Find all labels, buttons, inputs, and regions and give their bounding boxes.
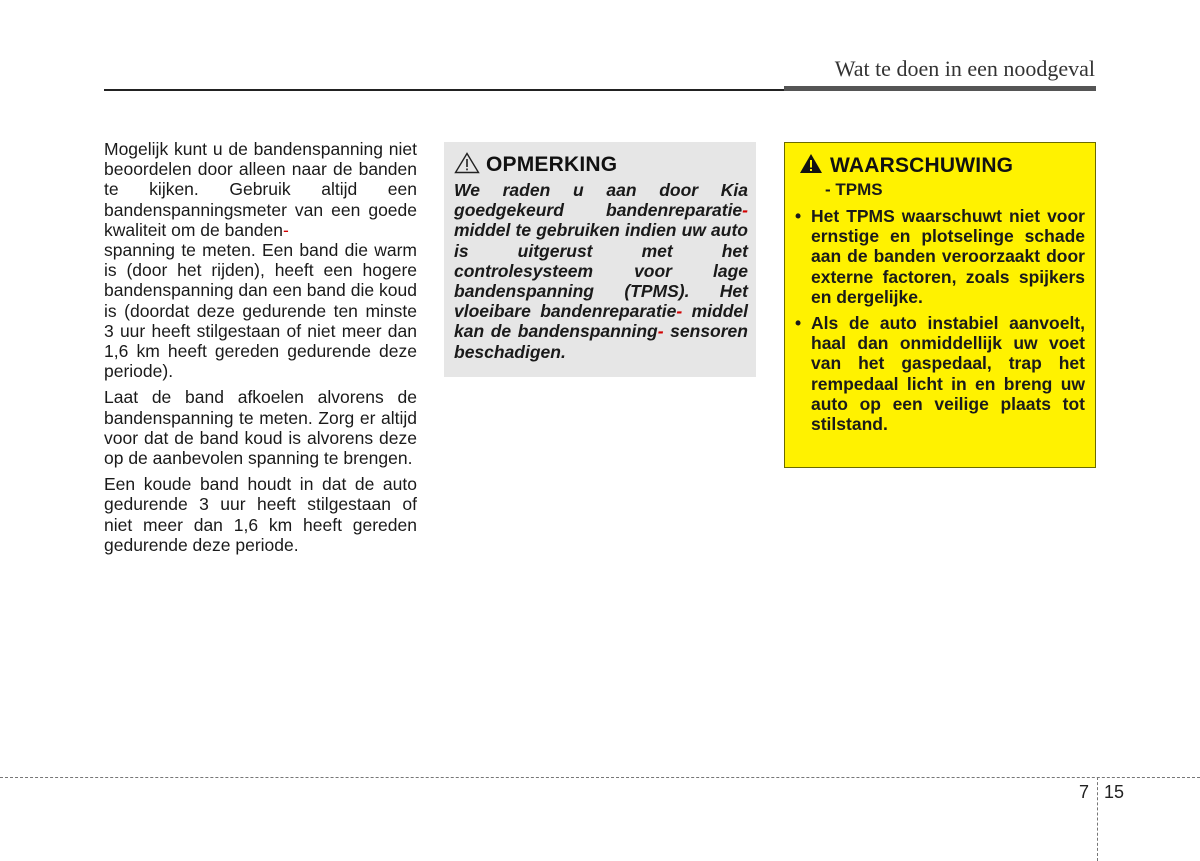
body-paragraph-3: Een koude band houdt in dat de auto gedurende 3 uur heeft stilgestaan of niet meer dan 1,6 km heeft gereden gedurende deze periode. xyxy=(104,474,417,555)
body-paragraph-2: Laat de band afkoelen alvorens de bandenspanning te meten. Zorg er altijd voor dat de band koud is alvorens deze op de aanbevolen spanning te brengen. xyxy=(104,387,417,469)
footer-dashed-rule xyxy=(0,777,1200,778)
warning-subtitle: - TPMS xyxy=(825,180,883,199)
note-box xyxy=(444,142,756,377)
warning-triangle-icon xyxy=(799,153,830,179)
header-rule-thick xyxy=(784,86,1096,91)
section-header-title: Wat te doen in een noodgeval xyxy=(834,56,1095,81)
note-text: We raden u aan door Kia goedgekeurd bandenreparatie- middel te gebruiken indien uw auto is uitgerust met het controlesysteem voor lage bandenspanning (TPMS). Het vloeibare bandenreparatie- middel kan de bandenspanning- sensoren beschadigen. xyxy=(454,180,748,362)
warning-item: • Het TPMS waarschuwt niet voor ernstige en plotselinge schade aan de banden veroorzaakt door externe factoren, zoals spijkers en dergelijke. xyxy=(795,206,1085,307)
header-rule-thin xyxy=(104,89,784,91)
footer-dashed-divider xyxy=(1097,777,1098,861)
note-header xyxy=(454,152,748,178)
note-title: OPMERKING xyxy=(486,153,618,176)
warning-item: • Als de auto instabiel aanvoelt, haal dan onmiddellijk uw voet van het gaspedaal, trap het rempedaal licht in en breng uw auto op een veilige plaats tot stilstand. xyxy=(795,313,1085,434)
warning-box xyxy=(784,142,1096,468)
caution-triangle-icon xyxy=(454,152,486,179)
body-text-column xyxy=(104,139,417,561)
body-paragraph-1: Mogelijk kunt u de bandenspanning niet beoordelen door alleen naar de banden te kijken. Gebruik altijd een bandenspanningsmeter van een goede kwaliteit om de banden- spanning te meten. Een band die warm is (door het rijden), heeft een hogere bandenspanning dan een band die koud is (doordat deze gedurende ten minste 3 uur heeft stilgestaan of niet meer dan 1,6 km heeft gereden gedurende deze periode). xyxy=(104,139,417,382)
page-number: 15 xyxy=(1104,782,1125,802)
warning-header xyxy=(799,153,1085,179)
warning-title: WAARSCHUWING xyxy=(830,154,1014,177)
warning-list xyxy=(795,206,1085,434)
chapter-number: 7 xyxy=(1079,782,1090,802)
